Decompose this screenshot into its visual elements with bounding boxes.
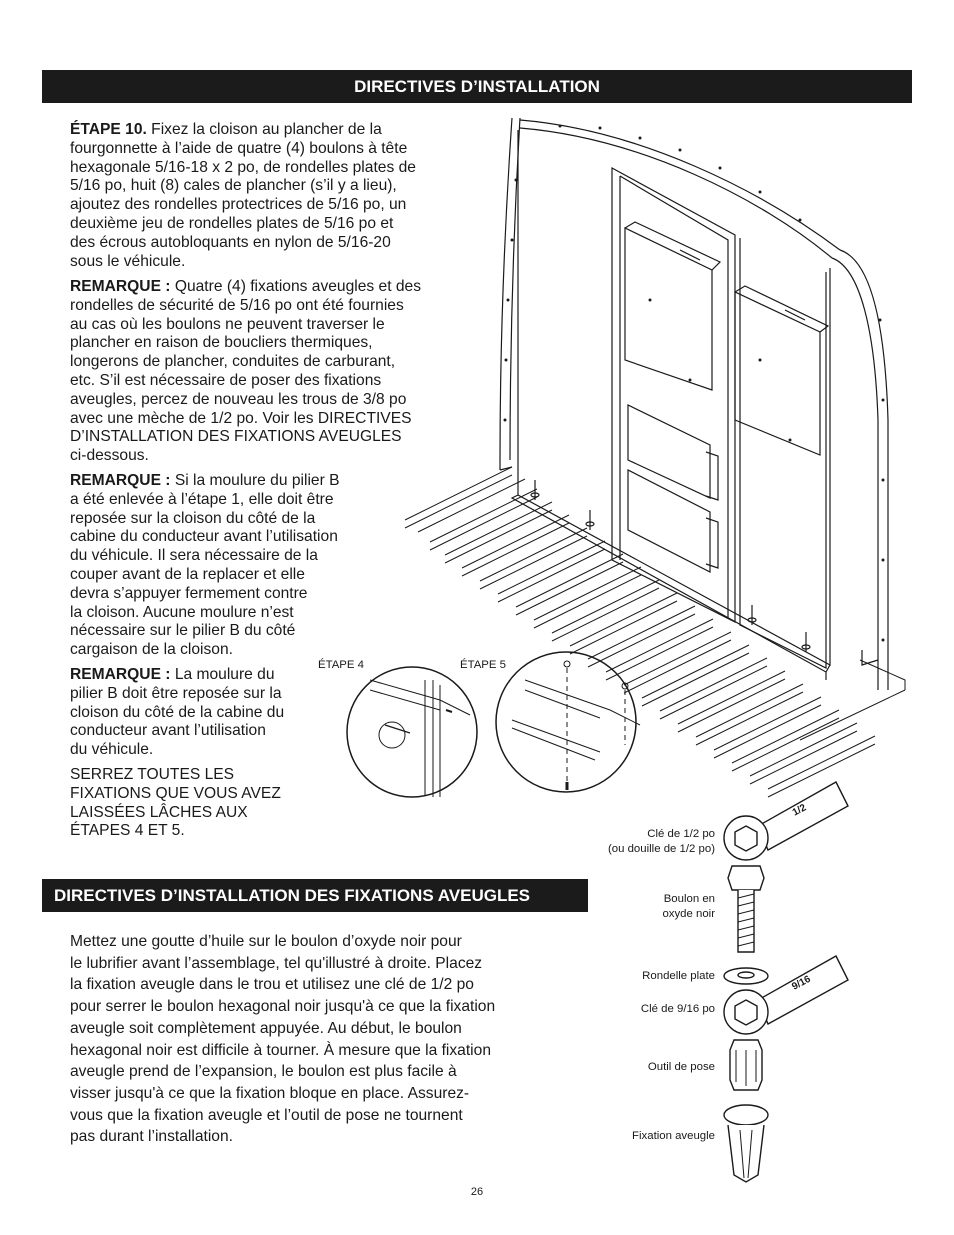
blind-line: la fixation aveugle dans le trou et utilisez une clé de 1/2 po <box>70 976 474 994</box>
label-wrench-half-line2: (ou douille de 1/2 po) <box>607 843 715 855</box>
remark3-line: conducteur avant l’utilisation <box>70 722 266 740</box>
remark3-line: du véhicule. <box>70 741 154 759</box>
remark1-line: plancher en raison de boucliers thermiques, <box>70 334 373 352</box>
label-bolt-line2: oxyde noir <box>662 908 715 920</box>
remark2-line: du véhicule. Il sera nécessaire de la <box>70 547 318 565</box>
remark1-line: Quatre (4) fixations aveugles et des <box>170 278 421 295</box>
remark2-line: devra s’appuyer fermement contre <box>70 584 308 602</box>
remark1-label: REMARQUE : <box>70 278 171 295</box>
step5-label: ÉTAPE 5 <box>460 659 507 671</box>
remark2-line: Si la moulure du pilier B <box>170 472 340 489</box>
blind-line: pour serrer le boulon hexagonal noir jusqu'à ce que la fixation <box>70 998 496 1016</box>
wrench-half-icon <box>724 782 848 860</box>
blind-line: visser jusqu'à ce que la fixation bloque en place. Assurez- <box>70 1084 470 1102</box>
step10-line: deuxième jeu de rondelles plates de 5/16 po et <box>70 214 394 232</box>
tighten-line: SERREZ TOUTES LES <box>70 766 235 783</box>
section-header-blind-fasteners: DIRECTIVES D’INSTALLATION DES FIXATIONS AVEUGLES <box>42 879 588 912</box>
blind-line: le lubrifier avant l’assemblage, tel qu'illustré à droite. Placez <box>70 954 483 972</box>
tighten-line: FIXATIONS QUE VOUS AVEZ <box>70 784 281 802</box>
remark3-line: La moulure du <box>170 666 275 683</box>
remark2-line: a été enlevée à l’étape 1, elle doit être <box>70 490 334 508</box>
step10-line: Fixez la cloison au plancher de la <box>146 121 382 138</box>
wrench-half-mark: 1/2 <box>790 802 809 819</box>
washer-icon <box>724 968 768 984</box>
remark2-line: reposée sur la cloison du côté de la <box>70 509 316 527</box>
remark1-line: D’INSTALLATION DES FIXATIONS AVEUGLES <box>70 428 402 446</box>
remark3-line: pilier B doit être reposée sur la <box>70 684 282 702</box>
step10-line: hexagonale 5/16-18 x 2 po, de rondelles plates de <box>70 158 416 176</box>
remark1-line: au cas où les boulons ne peuvent traverser le <box>70 315 385 333</box>
remark2-line: couper avant de la replacer et elle <box>70 565 305 583</box>
remark1-line: etc. S’il est nécessaire de poser des fixations <box>70 371 382 389</box>
remark2-line: cargaison de la cloison. <box>70 641 233 659</box>
blind-line: aveugle soit complètement appuyée. Au début, le boulon <box>70 1019 462 1037</box>
bolt-icon <box>728 866 764 952</box>
blind-fastener-icon <box>724 1105 768 1182</box>
setting-tool-icon <box>730 1040 762 1090</box>
tighten-line: LAISSÉES LÂCHES AUX <box>70 803 248 821</box>
remark1-line: rondelles de sécurité de 5/16 po ont été fournies <box>70 296 404 314</box>
remark2-line: cabine du conducteur avant l’utilisation <box>70 528 338 546</box>
remark2-line: la cloison. Aucune moulure n’est <box>70 603 294 621</box>
blind-line: pas durant l’installation. <box>70 1128 233 1146</box>
blind-line: vous que la fixation aveugle et l’outil de pose ne tournent <box>70 1106 463 1124</box>
step10-line: 5/16 po, huit (8) cales de plancher (s’il y a lieu), <box>70 177 397 195</box>
label-blind-fastener: Fixation aveugle <box>632 1130 715 1142</box>
label-wrench-half <box>608 827 715 857</box>
label-wrench-916: Clé de 9/16 po <box>640 1003 715 1015</box>
step4-label: ÉTAPE 4 <box>318 659 365 671</box>
label-bolt <box>662 892 715 922</box>
step10-line: sous le véhicule. <box>70 252 186 270</box>
label-wrench-half-line1: Clé de 1/2 po <box>647 828 715 840</box>
remark1-line: ci-dessous. <box>70 447 149 465</box>
step10-line: fourgonnette à l’aide de quatre (4) boulons à tête <box>70 139 408 157</box>
tighten-line: ÉTAPES 4 ET 5. <box>70 822 185 840</box>
label-washer: Rondelle plate <box>642 970 715 982</box>
section-header-installation: DIRECTIVES D’INSTALLATION <box>42 70 912 103</box>
step10-label: ÉTAPE 10. <box>70 121 147 138</box>
label-bolt-line1: Boulon en <box>663 893 715 905</box>
remark1-line: avec une mèche de 1/2 po. Voir les DIRECTIVES <box>70 409 412 427</box>
label-setting-tool: Outil de pose <box>647 1061 715 1073</box>
remark3-line: cloison du côté de la cabine du <box>70 703 285 721</box>
step10-line: ajoutez des rondelles protectrices de 5/16 po, un <box>70 196 407 214</box>
remark2-line: nécessaire sur le pilier B du côté <box>70 622 296 640</box>
step10-line: des écrous autobloquants en nylon de 5/16-20 <box>70 233 391 251</box>
page-number: 26 <box>470 1186 484 1198</box>
blind-line: Mettez une goutte d’huile sur le boulon d’oxyde noir pour <box>70 933 462 950</box>
remark1-line: aveugles, percez de nouveau les trous de 3/8 po <box>70 390 407 408</box>
remark2-label: REMARQUE : <box>70 472 171 489</box>
remark3-label: REMARQUE : <box>70 666 171 683</box>
remark1-line: longerons de plancher, conduites de carburant, <box>70 353 396 371</box>
blind-line: aveugle prend de l’expansion, le boulon est plus facile à <box>70 1063 457 1081</box>
blind-line: hexagonal noir est difficile à tourner. À mesure que la fixation <box>70 1041 491 1059</box>
wrench-916-mark: 9/16 <box>790 973 813 993</box>
